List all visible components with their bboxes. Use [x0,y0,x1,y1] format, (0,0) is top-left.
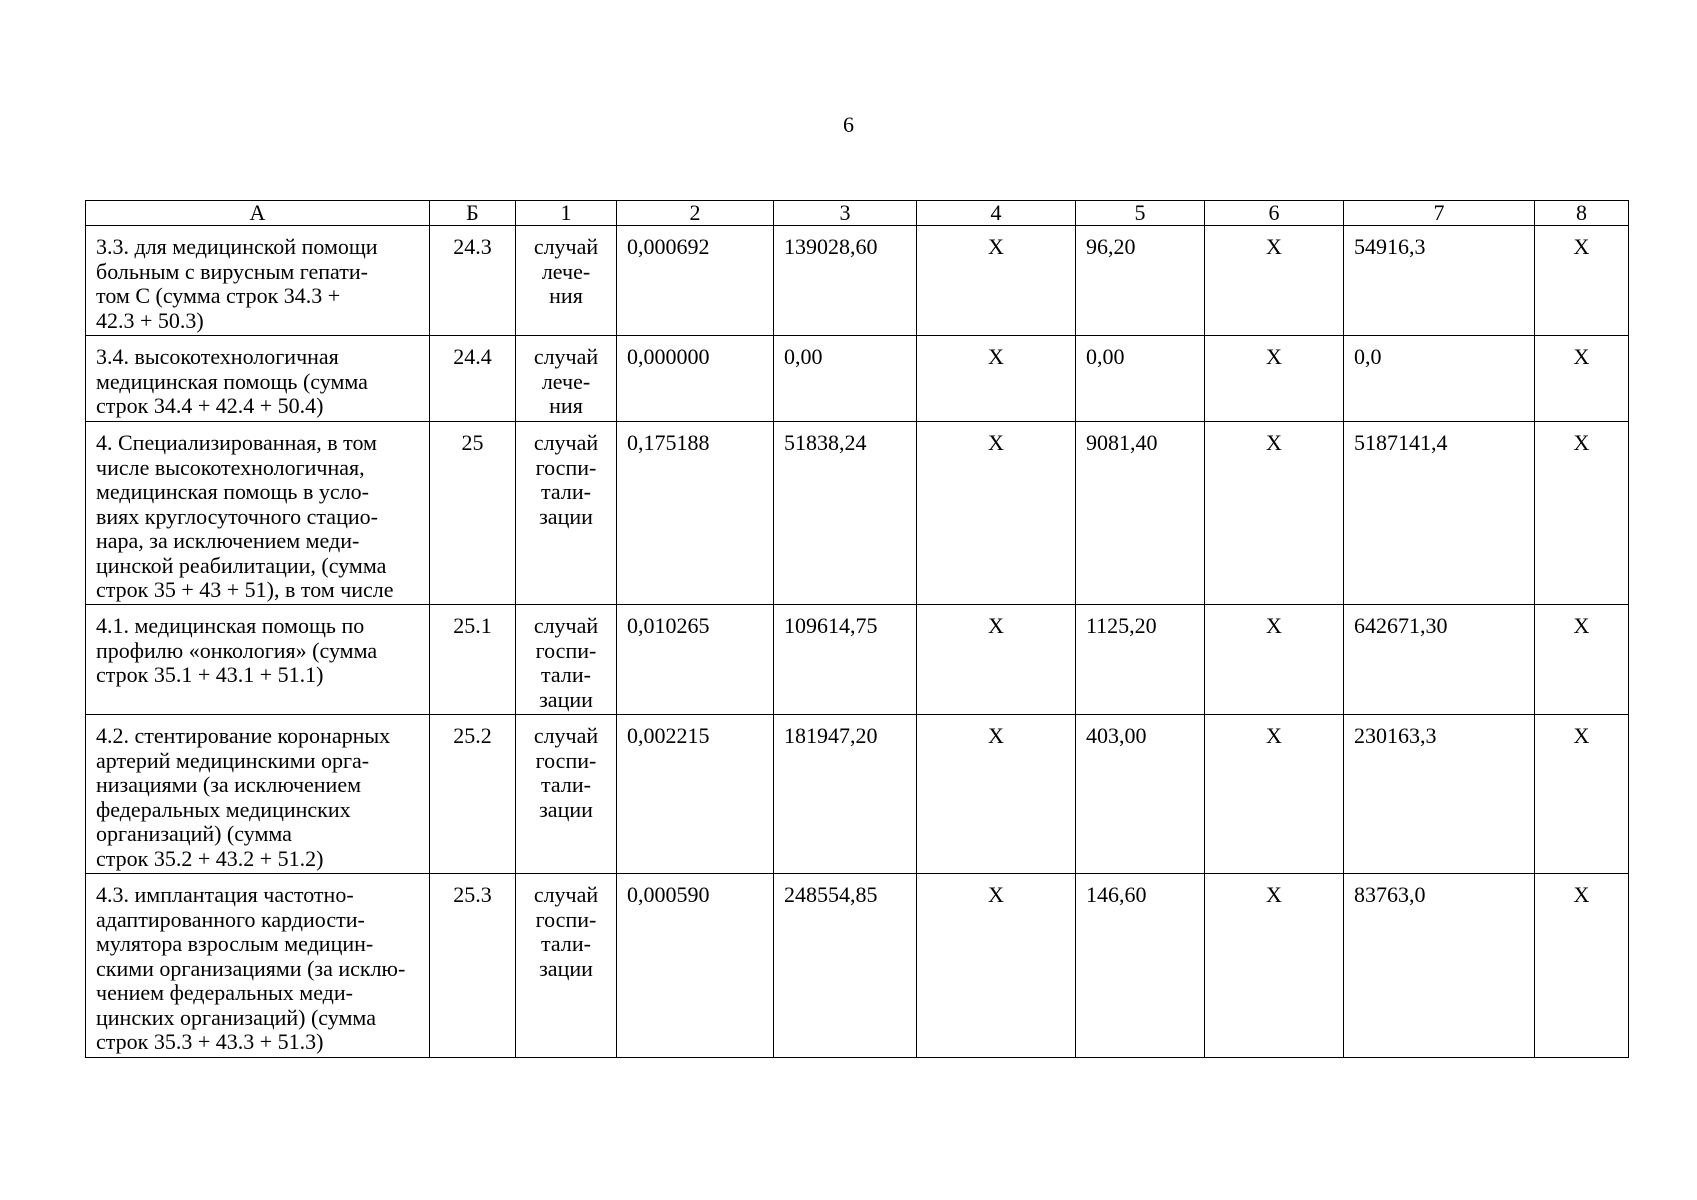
col-5-value: 403,00 [1076,715,1205,874]
row-description-line: строк 35.2 + 43.2 + 51.2) [96,845,324,871]
row-description [86,226,430,336]
col-3-value: 0,00 [774,336,917,422]
unit-of-measure-line: зации [539,503,593,529]
row-description-line: цинской реабилитации, (сумма [96,552,387,578]
row-description [86,336,430,422]
table-row [86,715,1629,874]
row-description-line: строк 35 + 43 + 51), в том числе [96,577,394,602]
unit-of-measure-line: госпи- [535,906,597,932]
column-header-5: 5 [1076,201,1205,226]
col-3-value: 109614,75 [774,605,917,715]
unit-of-measure [516,605,617,715]
table-header-row [86,201,1629,226]
unit-of-measure-line: случай [533,613,599,638]
unit-of-measure-line: ния [549,393,583,418]
col-4-value: Х [917,422,1076,605]
row-description-line: артерий медицинскими орга- [96,747,370,773]
col-8-value: Х [1535,715,1629,874]
row-description-line: чением федеральных меди- [96,980,353,1005]
row-description-line: низациями (за исключением [96,772,362,797]
row-description [86,715,430,874]
unit-of-measure-line: тали- [541,662,591,687]
row-description [86,605,430,715]
col-8-value: Х [1535,226,1629,336]
col-2-value: 0,000000 [617,336,774,422]
col-3-value: 181947,20 [774,715,917,874]
row-description-line: строк 34.4 + 42.4 + 50.4) [96,393,324,418]
col-4-value: Х [917,336,1076,422]
column-header-1: 1 [516,201,617,226]
row-code: 25 [430,422,516,605]
row-description-line: 4. Специализированная, в том [96,430,377,455]
col-4-value: Х [917,874,1076,1058]
col-7-value: 0,0 [1344,336,1535,422]
column-header-6: 6 [1205,201,1344,226]
unit-of-measure-line: лече- [541,258,591,284]
unit-of-measure-line: госпи- [535,747,597,773]
col-5-value: 146,60 [1076,874,1205,1058]
col-6-value: Х [1205,874,1344,1058]
row-description-line: больным с вирусным гепати- [96,258,368,284]
col-6-value: Х [1205,422,1344,605]
unit-of-measure [516,226,617,336]
row-code: 25.3 [430,874,516,1058]
col-4-value: Х [917,226,1076,336]
col-6-value: Х [1205,715,1344,874]
row-description-line: скими организациями (за исклю- [96,955,406,981]
row-description [86,874,430,1058]
column-header-3: 3 [774,201,917,226]
col-5-value: 9081,40 [1076,422,1205,605]
unit-of-measure-line: госпи- [535,454,597,480]
row-description-line: 4.1. медицинская помощь по [96,613,365,638]
row-code: 24.4 [430,336,516,422]
col-7-value: 83763,0 [1344,874,1535,1058]
unit-of-measure-line: тали- [541,772,591,797]
row-code: 25.1 [430,605,516,715]
page-number: 6 [843,112,854,137]
row-description-line: виях круглосуточного стацио- [96,503,378,529]
data-table [85,200,1629,1058]
unit-of-measure-line: зации [539,686,593,712]
unit-of-measure-line: зации [539,955,593,981]
row-description-line: адаптированного кардиости- [96,906,365,932]
unit-of-measure-line: случай [533,344,599,369]
col-7-value: 642671,30 [1344,605,1535,715]
col-2-value: 0,000590 [617,874,774,1058]
table-row [86,874,1629,1058]
col-2-value: 0,000692 [617,226,774,336]
col-7-value: 54916,3 [1344,226,1535,336]
table-body [86,226,1629,1058]
col-2-value: 0,175188 [617,422,774,605]
column-header-4: 4 [917,201,1076,226]
unit-of-measure-line: случай [533,430,599,455]
row-description-line: 3.3. для медицинской помощи [96,234,378,259]
row-description-line: медицинская помощь (сумма [96,368,368,394]
row-description-line: числе высокотехнологичная, [96,454,365,480]
col-8-value: Х [1535,422,1629,605]
row-description-line: 4.2. стентирование коронарных [96,723,391,748]
unit-of-measure [516,715,617,874]
col-6-value: Х [1205,605,1344,715]
column-header-b: Б [430,201,516,226]
unit-of-measure-line: случай [533,234,599,259]
col-5-value: 1125,20 [1076,605,1205,715]
col-3-value: 51838,24 [774,422,917,605]
row-description-line: строк 35.1 + 43.1 + 51.1) [96,662,324,687]
col-4-value: Х [917,715,1076,874]
row-description-line: мулятора взрослым медицин- [96,931,374,956]
row-description-line: 4.3. имплантация частотно- [96,882,354,907]
unit-of-measure-line: случай [533,882,599,907]
table-row [86,422,1629,605]
unit-of-measure [516,422,617,605]
unit-of-measure-line: ния [549,283,583,308]
col-8-value: Х [1535,336,1629,422]
col-7-value: 5187141,4 [1344,422,1535,605]
row-code: 25.2 [430,715,516,874]
column-header-8: 8 [1535,201,1629,226]
row-description-line: цинских организаций) (сумма [96,1004,376,1030]
unit-of-measure-line: тали- [541,931,591,956]
unit-of-measure-line: случай [533,723,599,748]
row-code: 24.3 [430,226,516,336]
row-description-line: федеральных медицинских [96,796,351,822]
col-4-value: Х [917,605,1076,715]
row-description-line: нара, за исключением меди- [96,528,360,553]
unit-of-measure-line: госпи- [535,637,597,663]
row-description-line: 42.3 + 50.3) [96,307,204,333]
unit-of-measure-line: зации [539,796,593,822]
unit-of-measure-line: лече- [541,368,591,394]
col-8-value: Х [1535,874,1629,1058]
col-5-value: 0,00 [1076,336,1205,422]
col-5-value: 96,20 [1076,226,1205,336]
col-6-value: Х [1205,336,1344,422]
table-row [86,226,1629,336]
row-description-line: том С (сумма строк 34.3 + [96,283,341,308]
row-description-line: медицинская помощь в усло- [96,479,369,504]
table-row [86,605,1629,715]
row-description [86,422,430,605]
col-3-value: 248554,85 [774,874,917,1058]
col-6-value: Х [1205,226,1344,336]
row-description-line: строк 35.3 + 43.3 + 51.3) [96,1029,324,1054]
column-header-7: 7 [1344,201,1535,226]
table-row [86,336,1629,422]
column-header-a: А [86,201,430,226]
unit-of-measure [516,336,617,422]
unit-of-measure-line: тали- [541,479,591,504]
col-8-value: Х [1535,605,1629,715]
col-2-value: 0,010265 [617,605,774,715]
row-description-line: 3.4. высокотехнологичная [96,344,339,369]
column-header-2: 2 [617,201,774,226]
col-3-value: 139028,60 [774,226,917,336]
row-description-line: организаций) (сумма [96,821,292,846]
col-2-value: 0,002215 [617,715,774,874]
row-description-line: профилю «онкология» (сумма [96,637,378,663]
unit-of-measure [516,874,617,1058]
col-7-value: 230163,3 [1344,715,1535,874]
